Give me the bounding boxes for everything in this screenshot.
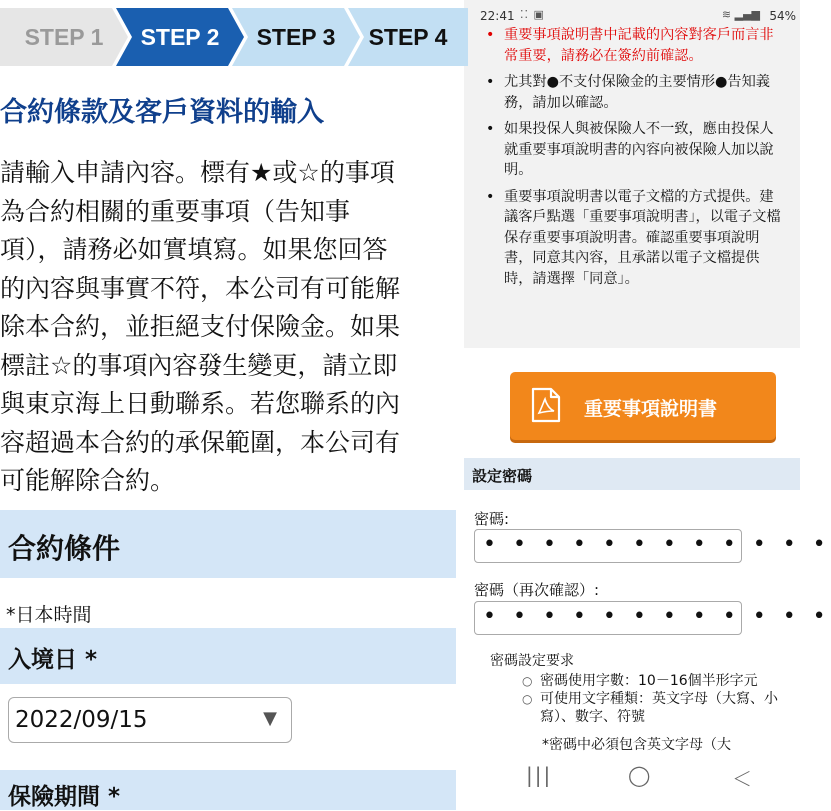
paragraph-line: 除本合約，並拒絕支付保險金。如果 <box>0 312 401 341</box>
requirement-note: *密碼中必須包含英文字母（大 <box>542 737 731 753</box>
panel-divider <box>456 0 464 800</box>
notice-item: • 重要事項說明書中記載的內容對客戶而言非常重要，請務必在簽約前確認。 <box>486 27 774 64</box>
battery-level: 54% <box>769 9 796 23</box>
requirement-item: ○ 密碼使用字數：10－16個半形字元 <box>522 673 758 689</box>
step-3-label: STEP 3 <box>256 23 336 50</box>
entry-date-select[interactable] <box>8 697 292 743</box>
time-note: *日本時間 <box>6 604 92 626</box>
insurance-period-label: 保險期間 * <box>8 784 121 810</box>
paragraph-line: 容超過本合約的承保範圍，本公司有 <box>0 427 401 457</box>
notice-item: • 尤其對●不支付保險金的主要情形●告知義務，請加以確認。 <box>486 74 770 111</box>
right-screenshot <box>464 0 831 800</box>
password-confirm-input[interactable]: • • • • • • • • • • • • <box>474 601 742 635</box>
back-icon[interactable]: ＜ <box>732 767 752 791</box>
password-label: 密碼: <box>474 510 510 528</box>
important-notice-pdf-button[interactable] <box>510 372 776 440</box>
notice-box <box>464 28 800 348</box>
step-progress <box>0 8 456 66</box>
step-3 <box>232 8 360 66</box>
status-time: 22:41 <box>480 9 515 23</box>
bullet-icon: • <box>486 188 495 205</box>
notice-item: • 重要事項說明書以電子文檔的方式提供。建議客戶點選「重要事項說明書」，以電子文檔保存重要事項說明書。確認重要事項說明書，同意其內容，且承諾以電子文檔提供時，請選擇「同意」。 <box>486 188 781 287</box>
instructions-paragraph <box>0 154 452 501</box>
paragraph-line: 項），請務必如實填寫。如果您回答 <box>0 235 388 264</box>
chevron-down-icon: ▼ <box>263 708 277 729</box>
set-password-title: 設定密碼 <box>472 467 533 485</box>
circle-bullet-icon: ○ <box>522 692 533 706</box>
requirements-list <box>522 672 798 726</box>
android-nav-bar <box>464 755 800 800</box>
paragraph-line: 的內容與事實不符，本公司有可能解 <box>0 273 401 303</box>
bullet-icon: • <box>486 74 495 90</box>
paragraph-line: 請輸入申請內容。標有★或☆的事項 <box>0 158 395 187</box>
bullet-icon: • <box>486 27 495 43</box>
pdf-file-icon <box>530 387 562 423</box>
requirement-item: ○ 可使用文字種類：英文字母（大寫、小寫）、數字、符號 <box>522 691 778 725</box>
requirements-title: 密碼設定要求 <box>490 653 574 669</box>
step-2-active <box>116 8 244 66</box>
recent-apps-icon[interactable]: ||| <box>526 763 553 787</box>
step-4-label: STEP 4 <box>368 23 448 50</box>
step-4 <box>348 8 468 66</box>
paragraph-line: 為合約相關的重要事項（告知事 <box>0 196 351 226</box>
paragraph-line: 可能解除合約。 <box>0 466 176 495</box>
step-2-label: STEP 2 <box>140 23 220 50</box>
home-icon[interactable]: ◯ <box>628 763 651 787</box>
bullet-icon: • <box>486 121 495 137</box>
password-input[interactable]: • • • • • • • • • • • • <box>474 529 742 563</box>
circle-bullet-icon: ○ <box>522 674 533 688</box>
page-heading: 合約條款及客戶資料的輸入 <box>0 97 324 128</box>
signal-icon: ≋ ▂▄▆ <box>721 8 760 21</box>
step-1 <box>0 8 128 66</box>
paragraph-line: 標註☆的事項內容發生變更，請立即 <box>0 350 398 380</box>
status-bar <box>464 0 800 28</box>
entry-date-label: 入境日 * <box>8 647 98 673</box>
password-confirm-label: 密碼（再次確認）: <box>474 581 600 599</box>
section-title: 合約條件 <box>8 532 121 565</box>
paragraph-line: 與東京海上日動聯系。若您聯系的內 <box>0 389 401 418</box>
notice-item: • 如果投保人與被保險人不一致，應由投保人就重要事項說明書的內容向被保險人加以說明。 <box>486 121 774 178</box>
step-1-label: STEP 1 <box>24 23 104 50</box>
notification-icon: ⁚⁚ ▣ <box>520 8 545 21</box>
notice-list <box>486 25 786 289</box>
entry-date-value: 2022/09/15 <box>15 707 148 733</box>
pdf-button-label: 重要事項說明書 <box>584 398 718 420</box>
